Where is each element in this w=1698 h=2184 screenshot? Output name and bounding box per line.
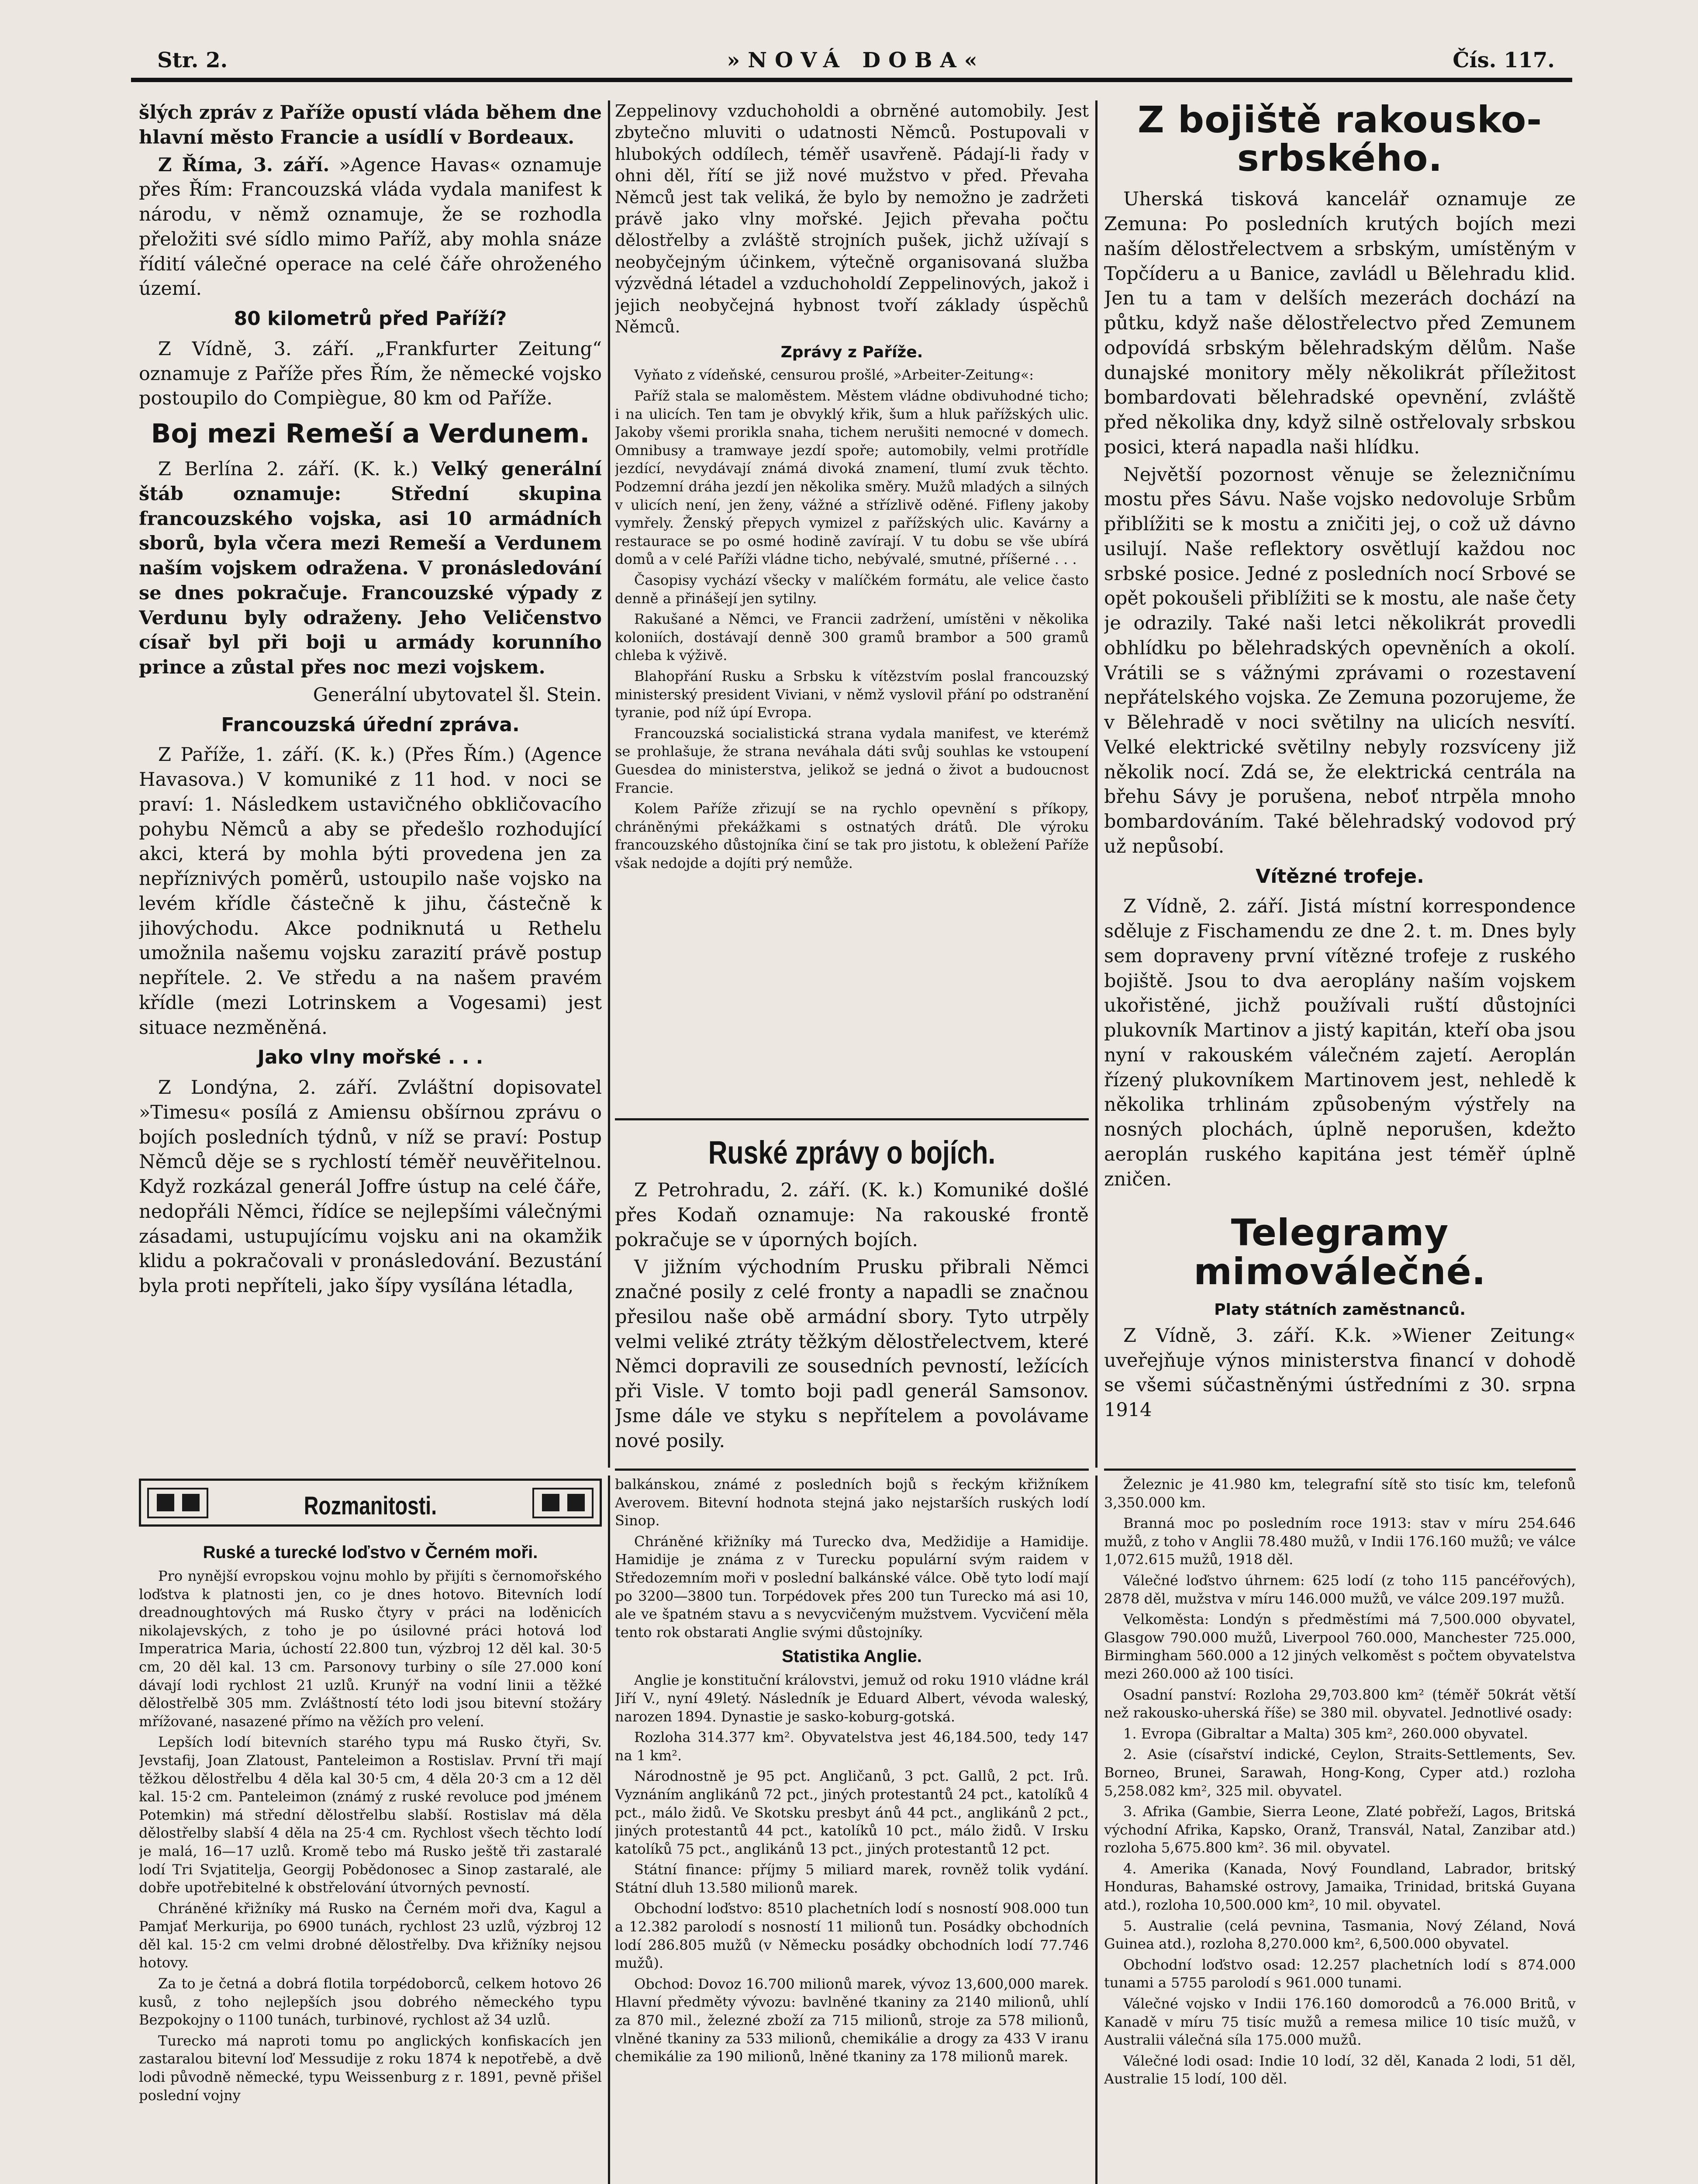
article-text: Rozloha 314.377 km². Obyvatelstva jest 46,184.500, tedy 147 na 1 km². xyxy=(615,1729,1089,1764)
article-text: Uherská tisková kancelář oznamuje ze Zemuna: Po posledních krutých bojích mezi naším dělostřelectvem a srbským, umístěným v Topčíderu a u Banice, zavládl u Bělehradu klid. Jen tu a tam v delších mezerách dochází na půtku, když naše dělostřelectvo před Zemunem odpovídá srbským bělehradským dělům. Naše dunajské monitory měly několikrát příležitost bombardovati bělehradské opevnění, zvláště před několika dny, když silně ostřelovaly srbskou posici, která napadla naši hlídku. xyxy=(1104,188,1576,458)
article-text: 1. Evropa (Gibraltar a Malta) 305 km², 260.000 obyvatel. xyxy=(1123,1725,1528,1742)
section-heading: Boj mezi Remeší a Verdunem. xyxy=(151,418,590,449)
column-rule xyxy=(608,100,610,1468)
article-text xyxy=(139,337,602,411)
article-text xyxy=(139,153,602,302)
article-text: Obchodní loďstvo osad: 12.257 plachetních lodí s 874.000 tunami a 5755 parolodí s 961.000 tunami. xyxy=(1104,1956,1576,1991)
article-text: 5. Australie (celá pevnina, Tasmania, Nový Zéland, Nová Guinea atd.), rozloha 8,270.000 km², 6,500.000 obyvatel. xyxy=(1104,1917,1576,1952)
column-2 xyxy=(615,100,1089,957)
article-text: Pro nynější evropskou vojnu mohlo by přijíti s černomořského loďstva k platnosti jen, co je dnes hotovo. Bitevních lodí dreadnoughtových má Rusko čtyry v práci na loděnicích nikolajevských, z toho je po úsilovné práci hotová loď Imperatrica Maria, úchostí 22.800 tun, výzbroj 12 děl kal. 30·5 cm, 20 děl kal. 13 cm. Parsonovy turbiny o síle 27.000 koní dávají lodi rychlost 21 uzlů. Krunýř na vodní linii a těžké dělostřelbě 305 mm. Zvláštností této lodi jsou bitevní stožáry mřížované, nasazené přímo na věžích pro velení. xyxy=(139,1568,602,1730)
article-text: Železnic je 41.980 km, telegrafní sítě sto tisíc km, telefonů 3,350.000 km. xyxy=(1104,1476,1576,1511)
article-text: 3. Afrika (Gambie, Sierra Leone, Zlaté pobřeží, Lagos, Britská východní Afrika, Kapsko, Oranž, Transvál, Natal, Zanzibar atd.) rozloha 5,675.800 km². 36 mil. obyvatel. xyxy=(1104,1803,1576,1856)
dateline: Z Londýna, 2. září. xyxy=(158,1077,378,1099)
dateline: Z Vídně, 3. září. xyxy=(158,338,355,360)
article-text xyxy=(139,1075,602,1299)
article-text: V jižním východním Prusku přibrali Němci značné posily z celé fronty a napadli se značnou přesilou naše obě armádní sbory. Tyto utrpěly velmi veliké ztráty těžkým dělostřelectvem, které Němci dopravili ze sousedních pevností, ležících při Visle. V tomto boji padl generál Samsonov. Jsme dále ve styku s nepřítelem a povolávame nové posily. xyxy=(615,1256,1089,1452)
column-4 xyxy=(139,1538,602,2184)
article-text xyxy=(1104,894,1576,1192)
article-text: Zeppelinovy vzduchoholdi a obrněné automobily. Jest zbytečno mluviti o udatnosti Němců. Postupovali v hlubokých oddílech, téměř usavřeně. Pádají-li řady v ohni děl, řítí se již nové mužstvo v před. Převaha Němců jest tak veliká, že bylo by nemožno je zadržeti právě jako vlny mořské. Jejich převaha počtu dělostřelby a zvláště strojních pušek, jichž užívají s neobyčejným účinkem, výtečně organisovaná služba výzvědná létadel a vzduchoholdí Zeppelinových, jakož i jejich neobyčejná hybnost tvoří základy úspěchů Němců. xyxy=(615,101,1089,336)
section-heading: Telegramy mimoválečné. xyxy=(1194,1211,1486,1293)
article-text: Vyňato z vídeňské, censurou prošlé, »Arbeiter-Zeitung«: xyxy=(634,366,1034,384)
dateline: Z Paříže, 1. září. (K. k.) (Přes Řím.) xyxy=(158,744,515,766)
section-heading: Z bojiště rakousko-srbského. xyxy=(1137,100,1543,180)
article-body: Komuniké došlé přes Kodaň oznamuje: Na rakouské frontě pokračuje se v úporných bojích. xyxy=(615,1179,1089,1251)
article-text: 4. Amerika (Kanada, Nový Foundland, Labrador, britský Honduras, Bahamské ostrovy, Jamaika, Trinidad, britská Guyana atd.), rozloha 10,500.000 km², 10 mil. obyvatel. xyxy=(1104,1860,1576,1914)
article-text: Paříž stala se maloměstem. Městem vládne obdivuhodné ticho; i na ulicích. Ten tam je obvyklý křik, šum a hluk pařížských ulic. Jakoby všemi prorikla snaha, tichem nerušiti nemocné v domech. Omnibusy a tramwaye jezdí spoře; automobily, velmi protřídle jezdící, nevydávají známá divoká znamení, tlumí zvuk těchto. Podzemní dráha jezdí jen několika směry. Mužů mladých a silných v ulicích není, jen ženy, vážné a střízlivě oděné. Fifleny jakoby vymřely. Ženský přepych vymizel z pařížských ulic. Kavárny a restaurace se po osmé hodině zavírají. V tu dobu se vše ubírá domů a v celé Paříži vládne ticho, nebývalé, smutné, příšerné . . . xyxy=(615,387,1089,568)
section-heading: Statistika Anglie. xyxy=(782,1647,922,1666)
dateline: Z Vídně, 3. září. xyxy=(1123,1324,1315,1347)
ornament-icon xyxy=(532,1488,594,1518)
article-text: Anglie je konstituční královstvi, jemuž od roku 1910 vládne král Jiří V., nyní 49letý. Následník je Eduard Albert, vévoda waleský, narozen 1894. Dynastie je sasko-koburg-gotská. xyxy=(615,1672,1089,1725)
article-text xyxy=(1104,1324,1576,1423)
article-text: Válečné vojsko v Indii 176.160 domorodců a 76.000 Britů, v Kanadě v míru 75 tisíc mužů a remesa milice 10 tisíc mužů, v Australii válečná síla 175.000 mužů. xyxy=(1104,1995,1576,2049)
article-text xyxy=(615,1178,1089,1252)
article-text: Obchod: Dovoz 16.700 milionů marek, vývoz 13,600,000 marek. Hlavní předměty vývozu: bavlněné tkaniny za 2140 milionů, uhlí za 870 mil., železné zboží za 715 milionů, stroje za 578 milionů, vlněné tkaniny za 533 milionů, chemikálie a drogy za 433 V iranu chemikálie za 190 milionů, lněné tkaniny za 178 milionů marek. xyxy=(615,1975,1089,2065)
article-text xyxy=(139,743,602,1040)
article-text xyxy=(139,457,602,680)
section-heading: Zprávy z Paříže. xyxy=(780,343,923,362)
article-body: Jistá místní korrespondence sděluje z Fischamendu ze dne 2. t. m. Dnes byly sem dopraveny první vítězné trofeje z ruského bojiště. Jsou to dva aeroplány naším vojskem ukořistěné, jichž používali ruští důstojníci plukovník Martinov a jistý kapitán, kteří oba jsou nyní v rakouském válečném zajetí. Aeroplán řízený plukovníkem Martinovem jest, nehledě k několika trhlinám způsobeným výstřely na nosných plochách, úplně neporušen, kdežto aeroplán ruského kapitána jest téměř úplně zničen. xyxy=(1104,895,1576,1190)
article-text: Francouzská socialistická strana vydala manifest, ve kterémž se prohlašuje, že strana neváhala dáti svůj souhlas ke vstoupení Guesdea do ministerstva, jelikož se jedná o život a budoucnost Francie. xyxy=(615,725,1089,796)
article-text: Kolem Paříže zřizují se na rychlo opevnění s příkopy, chráněnými překážkami s ostnatých drátů. Dle výroku francouzského důstojníka činí se tak pro jistotu, k obležení Paříže však nedojde a dojíti prý nemůže. xyxy=(615,800,1089,871)
article-text: Blahopřání Rusku a Srbsku k vítězstvím poslal francouzský ministerský president Viviani, v němž vyslovil přání po odstranění tyranie, pod níž úpí Evropa. xyxy=(615,667,1089,721)
section-rule xyxy=(615,1469,1089,1471)
banner-title: Rozmanitosti. xyxy=(304,1492,437,1520)
issue-number: Čís. 117. xyxy=(1453,48,1555,73)
article-text: šlých zpráv z Paříže opustí vláda během dne hlavní město Francie a usídlí v Bordeaux. xyxy=(139,102,602,149)
column-5 xyxy=(615,1476,1089,2184)
newspaper-title: »NOVÁ DOBA« xyxy=(727,48,985,73)
article-text: Největší pozornost věnuje se železničnímu mostu přes Sávu. Naše vojsko nedovoluje Srbům přiblížiti se k mostu a zničiti jej, o což už dávno usilují. Naše reflektory osvětlují každou noc srbské posice. Jedné z posledních nocí Srbové se opět pokoušeli přiblížiti se k mostu, ale naše čety je odrazily. Také naši letci několikrát provedli obhlídku po bělehradských opevněních a okolí. Vrátili se s vážnými zprávami o rozestavení nepřátelského vojska. Ze Zemuna pozorujeme, že v Bělehradě v noci světilny na ulicích nesvítí. Velké elektrické světilny nebyly rozsvíceny již několik nocí. Zdá se, že elektrická centrála na břehu Sávy je porušena, neboť ntrpěla mnoho bombardováním. Také bělehradský vodovod prý už nepůsobí. xyxy=(1104,463,1576,857)
dateline: Z Říma, 3. září. xyxy=(158,154,330,176)
article-text: Rakušané a Němci, ve Francii zadržení, umístěni v několika koloniích, dostávají denně 300 gramů brambor a 500 gramů chleba k výživě. xyxy=(615,611,1089,664)
article-text: Branná moc po posledním roce 1913: stav v míru 254.646 mužů, z toho v Anglii 78.480 mužů, v Indii 176.160 mužů; ve válce 1,072.615 mužů, 1918 děl. xyxy=(1104,1515,1576,1568)
section-rule xyxy=(1104,1469,1576,1471)
section-banner xyxy=(139,1479,602,1527)
section-heading: Jako vlny mořské . . . xyxy=(257,1046,483,1069)
article-text: Lepších lodí bitevních starého typu má Rusko čtyři, Sv. Jevstafij, Joan Zlatoust, Panteleimon a Rostislav. První tři mají těžkou dělostřelbu 4 děla kal 30·5 cm, 4 děla 20·3 cm a 12 děl kal. 15·2 cm. Panteleimon (známý z ruské revoluce pod jménem Potemkin) má střední dělostřelbu slabší. Rostislav má děla dělostřelby slabší 4 děla na 25·4 cm. Rychlost všech těchto lodí je malá, 16—17 uzlů. Kromě tebo má Rusko ještě tři zastaralé lodí Tri Svjatitelja, Georgij Pobědonosec a Sinop zastaralé, ale dobře upotřebitelné k obstřelování útvorných pevností. xyxy=(139,1734,602,1896)
article-text: Válečné loďstvo úhrnem: 625 lodí (z toho 115 pancéřových), 2878 děl, mužstva v míru 146.000 mužů, ve válce 209.197 mužů. xyxy=(1104,1572,1576,1607)
dateline: Z Petrohradu, 2. září. (K. k.) xyxy=(634,1179,923,1202)
article-text: Za to je četná a dobrá flotila torpédoborců, celkem hotovo 26 kusů, z toho nejlepších jsou dobrého německého typu Bezpokojny o 1100 tunách, turbinové, rychlost až 34 uzlů. xyxy=(139,1975,602,2028)
column-1 xyxy=(139,100,602,1465)
article-text: Osadní panství: Rozloha 29,703.800 km² (téměř 50krát větší než rakousko-uherská říše) se 380 mil. obyvatel. Jednotlivé osady: xyxy=(1104,1686,1576,1721)
page-header xyxy=(148,48,1563,79)
article-body: »Agence Havas« oznamuje přes Řím: Francouzská vláda vydala manifest k národu, v němž oznamuje, že se rozhodla přeložiti své sídlo mimo Paříž, aby mohla snáze řídití válečné operace na celé čáře ohroženého území. xyxy=(139,154,602,300)
section-heading: Vítězné trofeje. xyxy=(1256,865,1424,888)
article-text: Velkoměsta: Londýn s předměstími má 7,500.000 obyvatel, Glasgow 790.000 mužů, Liverpool 760.000, Manchester 725.000, Birmingham 560.000 a 12 jiných velkoměst s počtem obyvatelstva mezi 260.000 až 100 tisíci. xyxy=(1104,1611,1576,1682)
section-rule xyxy=(615,1118,1089,1120)
article-body: (Agence Havasova.) V komuniké z 11 hod. v noci se praví: 1. Následkem ustavičného obkličovacího pohybu Němců a aby se předešlo rozhodující akci, která by mohla býti provedena jen za nepříznivých poměrů, ustoupilo naše vojsko na levém křídle částečně k jihu, částečně k jihovýchodu. Akce podniknutá u Rethelu umožnila našemu vojsku zarazití právě postup nepřítele. 2. Ve středu a na našem pravém křídle (mezi Lotrinskem a Vogesami) jest situace nezměněná. xyxy=(139,744,602,1039)
column-3 xyxy=(1104,100,1576,1465)
section-heading: Francouzská úřední zpráva. xyxy=(221,713,520,736)
article-body: „Frankfurter Zeitung“ oznamuje z Paříže přes Řím, že německé vojsko postoupilo do Compiègue, 80 km od Paříže. xyxy=(139,338,602,410)
article-body: Zvláštní dopisovatel »Timesu« posílá z Amiensu obšírnou zprávu o bojích posledních týdnů, v níž se praví: Postup Němců děje se s rychlostí téměř neuvěřitelnou. Když rozkázal generál Joffre ústup na celé čáře, nedopřáli Němci, řídíce se nejlepšími válečnými zásadami, ustupujícímu vojsku ani na okamžik klidu a pokračovali v pronásledování. Bezustání byla proti nepříteli, jako šípy vysílána létadla, xyxy=(139,1077,602,1297)
column-rule xyxy=(1095,1476,1097,2184)
article-text: Turecko má naproti tomu po anglických konfiskacích jen zastaralou bitevní loď Messudije z roku 1874 k nepotřebě, a dvě lodi původně německé, typu Weissenburg z r. 1891, pevně přišel poslední vojny xyxy=(139,2032,602,2104)
article-body: Velký generální štáb oznamuje: Střední skupina francouzského vojska, asi 10 armádních sborů, byla včera mezi Remeší a Verdunem naším vojskem odražena. V pronásledování se dnes pokračuje. Francouzské výpady z Verdunu byly odraženy. Jeho Veličenstvo císař byl při boji u armády korunního prince a zůstal přes noc mezi vojskem. xyxy=(139,458,602,679)
dateline: Z Vídně, 2. září. xyxy=(1123,895,1289,918)
article-text: Válečné lodi osad: Indie 10 lodí, 32 děl, Kanada 2 lodi, 51 děl, Australie 15 lodí, 100 děl. xyxy=(1104,2052,1576,2087)
column-rule xyxy=(1095,100,1097,1468)
article-text: Chráněné křižníky má Rusko na Černém moři dva, Kagul a Pamjať Merkurija, po 6900 tunách, rychlost 23 uzlů, výzbroj 12 děl kal. 15·2 cm velmi drobné dělostřelby. Dva křižníky nejsou hotovy. xyxy=(139,1900,602,1971)
column-6 xyxy=(1104,1476,1576,2184)
article-text: balkánskou, známé z posledních bojů s řeckým křižníkem Averovem. Bitevní hodnota stejná jako nejstarších ruských lodí Sinop. xyxy=(615,1476,1089,1529)
signature: Generální ubytovatel šl. Stein. xyxy=(313,684,602,706)
dateline: Z Berlína 2. září. (K. k.) xyxy=(158,458,418,480)
article-body: K.k. »Wiener Zeitung« uveřejňuje výnos ministerstva financí v dohodě se všemi súčastněnými ústředními z 30. srpna 1914 xyxy=(1104,1324,1576,1421)
header-rule xyxy=(131,78,1572,82)
section-heading: Ruské zprávy o bojích. xyxy=(708,1134,996,1171)
section-heading: Platy státních zaměstnanců. xyxy=(1214,1300,1466,1319)
article-text: Obchodní loďstvo: 8510 plachetních lodí s nosností 908.000 tun a 12.382 parolodí s nosností 11 milionů tun. Posádky obchodních lodí 286.805 mužů (v Německu posádky obchodních lodí 77.746 mužů). xyxy=(615,1900,1089,1972)
article-text: 2. Asie (císařství indické, Ceylon, Straits-Settlements, Sev. Borneo, Brunei, Sarawah, Hong-Kong, Cyper atd.) rozloha 5,258.082 km², 325 mil. obyvatel. xyxy=(1104,1746,1576,1799)
page-number: Str. 2. xyxy=(157,48,228,73)
article-text: Státní finance: příjmy 5 miliard marek, rovněž tolik vydání. Státní dluh 13.580 milionů marek. xyxy=(615,1861,1089,1896)
column-rule xyxy=(608,1476,610,2184)
column-2-russian-reports xyxy=(615,1127,1089,1459)
article-text: Chráněné křižníky má Turecko dva, Medžidije a Hamidije. Hamidije je známa z v Turecku populární svým raidem v Středozemním moři v poslední balkánské válce. Obě tyto lodí mají po 3200—3800 tun. Torpédovek přes 200 tun Turecko má asi 10, ale ve špatném stavu a s nevycvičeným mužstvem. Vycvičení měla tento rok obstarati Anglie svými důstojníky. xyxy=(615,1533,1089,1641)
section-heading: 80 kilometrů před Paříží? xyxy=(234,308,507,330)
article-text: Časopisy vychází všecky v malíčkém formátu, ale velice často denně a přinášejí jen sytilny. xyxy=(615,572,1089,607)
article-text: Národnostně je 95 pct. Angličanů, 3 pct. Gallů, 2 pct. Irů. Vyznáním anglikánů 72 pct., jiných protestantů 24 pct., katolíků 4 pct., málo židů. Ve Skotsku presbyt ánů 44 pct., anglikánů 2 pct., jiných protestantů 44 pct., katolíků 10 pct., málo židů. V Irsku katolíků 75 pct., anglikánů 13 pct., jiných protestantů 12 pct. xyxy=(615,1768,1089,1857)
section-heading: Ruské a turecké loďstvo v Černém moři. xyxy=(203,1543,538,1562)
